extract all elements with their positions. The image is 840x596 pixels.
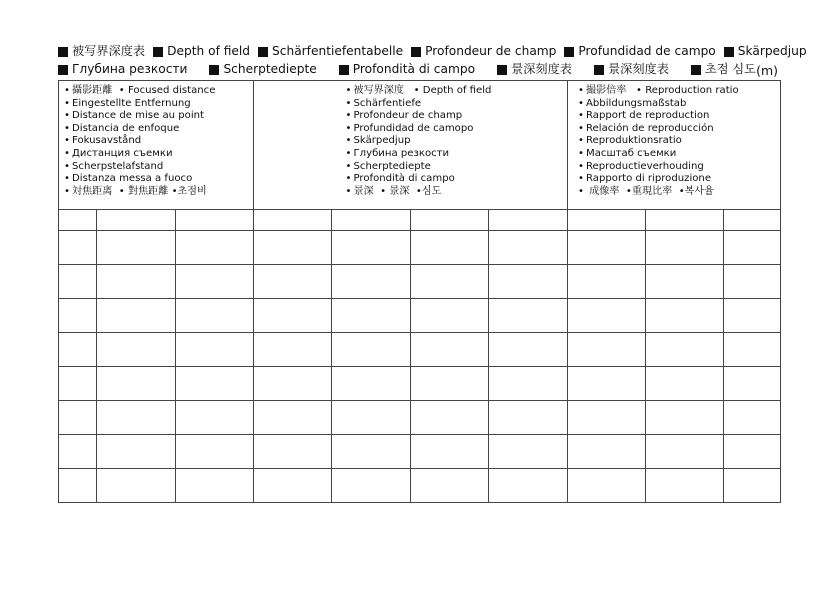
square-bullet-icon [153,47,163,57]
table-cell [254,299,332,333]
table-cell [489,333,568,367]
table-cell [411,367,489,401]
table-cell [254,265,332,299]
table-cell [489,210,568,231]
table-cell [568,469,646,503]
table-cell [176,231,254,265]
table-row [59,401,781,435]
depth-of-field-list [332,81,568,198]
list-item: • 景深 • 景深 •심도 [345,185,442,197]
header-row [59,81,781,210]
depth-of-field-header [332,81,568,210]
table-cell [332,401,411,435]
table-cell [59,299,97,333]
square-bullet-icon [497,65,507,75]
table-cell [254,401,332,435]
table-cell [568,231,646,265]
table-cell [646,265,724,299]
table-cell [176,401,254,435]
subheader-row [59,210,781,231]
list-item: • Skärpedjup [345,135,411,147]
table-cell [97,333,176,367]
table-cell [97,435,176,469]
table-row [59,231,781,265]
table-cell [97,265,176,299]
title-line-1 [58,44,807,59]
table-cell [646,210,724,231]
table-cell [724,231,781,265]
table-cell [59,401,97,435]
table-cell [97,210,176,231]
table-cell [59,333,97,367]
table-cell [97,367,176,401]
list-item: • Масштаб съемки [578,147,677,159]
data-rows [59,231,781,503]
table-row [59,469,781,503]
table-cell [724,367,781,401]
table-row [59,367,781,401]
table-cell [489,367,568,401]
title-it: Profondità di campo [339,62,475,77]
table-cell [724,299,781,333]
table-row [59,265,781,299]
list-item: • Reproduktionsratio [578,135,682,147]
table-cell [489,469,568,503]
table-row [59,333,781,367]
square-bullet-icon [258,47,268,57]
square-bullet-icon [209,65,219,75]
title-line-2 [58,62,764,77]
table-cell [724,265,781,299]
title-nl: Scherptediepte [209,62,316,77]
table-cell [332,231,411,265]
table-cell [568,367,646,401]
square-bullet-icon [691,65,701,75]
table-cell [568,299,646,333]
table-cell [176,469,254,503]
table-cell [332,435,411,469]
table-cell [411,265,489,299]
table-cell [568,333,646,367]
table-cell [97,231,176,265]
table-cell [254,333,332,367]
reproduction-ratio-list [568,81,780,198]
table-cell [411,401,489,435]
table-cell [646,333,724,367]
list-item: • Eingestellte Entfernung [64,97,191,109]
table-cell [254,231,332,265]
table-cell [332,210,411,231]
square-bullet-icon [564,47,574,57]
table-cell [411,299,489,333]
table-cell [176,210,254,231]
unit-label: (m) [756,63,778,78]
list-item: • 被写界深度 • Depth of field [345,85,492,96]
table-cell [724,333,781,367]
table-cell [646,299,724,333]
table-cell [489,265,568,299]
title-ko: 초점 심도 [691,62,756,77]
list-item: • Fokusavstånd [64,135,142,147]
table-cell [176,265,254,299]
list-item: • Distanza messa a fuoco [64,173,193,185]
list-item: • 成像率 •重現比率 •복사율 [578,185,714,197]
square-bullet-icon [339,65,349,75]
list-item: • Schärfentiefe [345,97,422,109]
table-cell [176,367,254,401]
header-spacer [254,81,332,210]
table-cell [332,333,411,367]
list-item: • Rapporto di riproduzione [578,173,712,185]
title-es: Profundidad de campo [564,44,715,59]
table-row [59,435,781,469]
list-item: • 攝影距離 • Focused distance [64,85,216,96]
table-cell [176,333,254,367]
list-item: • Глубина резкости [345,147,450,159]
list-item: • Profundidad de camopo [345,122,474,134]
table-cell [724,469,781,503]
table-cell [568,435,646,469]
table-cell [646,367,724,401]
table-cell [646,435,724,469]
table-cell [489,299,568,333]
title-zh-tw: 景深刻度表 [594,62,669,77]
title-de: Schärfentiefentabelle [258,44,403,59]
table-cell [59,265,97,299]
list-item: • Relación de reproducción [578,122,714,134]
table-cell [59,210,97,231]
table-cell [59,469,97,503]
table-cell [568,401,646,435]
table-cell [254,367,332,401]
table-cell [646,231,724,265]
title-ru: Глубина резкости [58,62,187,77]
list-item: • 撮影倍率 • Reproduction ratio [578,85,739,96]
table-cell [59,231,97,265]
table-cell [332,265,411,299]
title-fr: Profondeur de champ [411,44,556,59]
list-item: • Дистанция съемки [64,147,173,159]
depth-of-field-table [58,80,781,503]
table-row [59,299,781,333]
table-cell [176,299,254,333]
square-bullet-icon [58,65,68,75]
table-cell [332,469,411,503]
list-item: • Profondità di campo [345,173,455,185]
title-ja: 被写界深度表 [58,44,145,59]
table-cell [59,367,97,401]
square-bullet-icon [594,65,604,75]
table-cell [411,469,489,503]
table-cell [489,231,568,265]
table-cell [568,265,646,299]
list-item: • Rapport de reproduction [578,110,710,122]
list-item: • Abbildungsmaßstab [578,97,687,109]
table-cell [568,210,646,231]
table-cell [489,401,568,435]
list-item: • Scherpstelafstand [64,160,164,172]
title-en: Depth of field [153,44,250,59]
title-sv: Skärpedjup [724,44,807,59]
table-cell [176,435,254,469]
table-cell [411,210,489,231]
focused-distance-header [59,81,254,210]
table-cell [254,469,332,503]
square-bullet-icon [411,47,421,57]
table-cell [97,401,176,435]
focused-distance-list [59,81,253,198]
table-cell [489,435,568,469]
table-cell [254,435,332,469]
table-cell [411,435,489,469]
list-item: • Distance de mise au point [64,110,205,122]
table-cell [411,231,489,265]
list-item: • Reproductieverhouding [578,160,704,172]
table-cell [332,299,411,333]
table-cell [724,401,781,435]
list-item: • Profondeur de champ [345,110,463,122]
list-item: • Scherptediepte [345,160,431,172]
table-cell [97,299,176,333]
table-cell [332,367,411,401]
table-cell [97,469,176,503]
square-bullet-icon [724,47,734,57]
table-cell [724,435,781,469]
table-cell [646,401,724,435]
table-cell [411,333,489,367]
table-cell [724,210,781,231]
table-cell [254,210,332,231]
title-zh-cn: 景深刻度表 [497,62,572,77]
list-item: • 対焦距离 • 對焦距離 •초점비 [64,185,207,197]
square-bullet-icon [58,47,68,57]
reproduction-ratio-header [568,81,781,210]
table-cell [646,469,724,503]
table-cell [59,435,97,469]
list-item: • Distancia de enfoque [64,122,180,134]
